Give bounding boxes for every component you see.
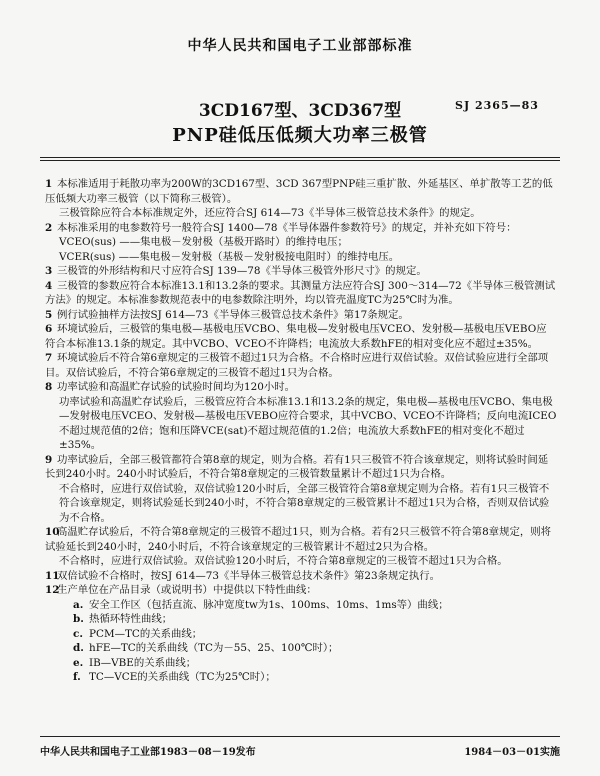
list-text: 安全工作区（包括直流、脉冲宽度tw为1s、100ms、10ms、1ms等）曲线； <box>89 598 449 611</box>
clause-text: 不合格时，应进行双倍试验，双倍试验120小时后，全部三极管符合第8章规定则为合格。若有1只三极管不符合该章规定，则将试验延长到240小时，不符合第8章规定的三极管累计不超过1只为合格，否则双倍试验为不合格。 <box>59 482 550 524</box>
clause-paragraph <box>45 525 557 554</box>
clause-text: 环境试验后不符合第6章规定的三极管不超过1只为合格。不合格时应进行双倍试验。双倍试验应进行全部项目。双倍试验后，不符合第6章规定的三极管不超过1只为合格。 <box>45 352 549 379</box>
document-body <box>45 177 557 685</box>
list-label: b. <box>73 613 84 625</box>
list-text: 热循环特性曲线； <box>89 613 173 625</box>
clause-paragraph <box>45 351 557 380</box>
clause-paragraph <box>45 264 557 279</box>
list-label: d. <box>73 642 84 654</box>
clause-number: 5 <box>45 308 53 321</box>
clause-number: 3 <box>45 265 53 277</box>
top-rule <box>40 157 560 158</box>
clause-paragraph <box>45 250 557 265</box>
clause-number: 7 <box>45 352 53 364</box>
clause-paragraph <box>45 308 557 323</box>
effective-date: 1984－03－01实施 <box>464 747 560 758</box>
clause-paragraph <box>45 395 557 453</box>
clause-number: 8 <box>45 381 53 393</box>
clause-paragraph <box>45 380 557 395</box>
list-label: f. <box>73 671 81 683</box>
clause-text: 例行试验抽样方法按SJ 614—73《半导体三极管总技术条件》第17条规定。 <box>57 308 409 321</box>
clause-text: 本标准适用于耗散功率为200W的3CD167型、3CD 367型PNP硅三重扩散、外延基区、单扩散等工艺的低压低频大功率三极管（以下简称三极管）。 <box>45 178 553 205</box>
clause-text: 三极管的外形结构和尺寸应符合SJ 139—78《半导体三极管外形尺寸》的规定。 <box>57 265 427 277</box>
top-rule-2 <box>40 160 560 161</box>
clause-text: 功率试验和高温贮存试验后，三极管应符合本标准13.1和13.2条的规定，集电极—基极电压VCBO、集电极—发射极电压VCEO、发射极—基极电压VEBO应符合要求，其中VCBO、VCEO不许降档；反向电流ICEO不超过规范值的2倍；饱和压降VCE(sat)不超过规范值的1.2倍；电流放大系数hFE的相对变化不超过±35%。 <box>59 395 557 451</box>
clause-text: 生产单位在产品目录（或说明书）中提供以下特性曲线： <box>57 584 317 596</box>
clause-paragraph <box>45 177 557 206</box>
clause-number: 9 <box>45 453 53 466</box>
list-text: TC—VCE的关系曲线（TC为25℃时）； <box>89 671 276 683</box>
clause-paragraph <box>45 569 557 584</box>
clause-paragraph <box>45 235 557 250</box>
list-label: e. <box>73 656 84 669</box>
bottom-rule <box>40 736 560 737</box>
clause-text: 功率试验后，全部三极管都符合第8章的规定，则为合格。若有1只三极管不符合该章规定，则将试验时间延长到240小时。240小时试验后，不符合第8章规定的三极管数量累计不超过1只为合格。 <box>45 453 549 480</box>
clause-paragraph <box>45 453 557 482</box>
issuer-header: 中华人民共和国电子工业部部标准 <box>187 38 413 54</box>
clause-paragraph <box>45 583 557 598</box>
list-item <box>45 612 557 627</box>
list-text: PCM—TC的关系曲线； <box>89 627 203 640</box>
clause-number: 4 <box>45 279 53 292</box>
title-product: PNP硅低压低频大功率三极管 <box>172 125 428 146</box>
clause-number: 12 <box>45 584 60 596</box>
issue-date: 中华人民共和国电子工业部1983－08－19发布 <box>40 747 256 758</box>
clause-number: 2 <box>45 221 53 234</box>
clause-text: 环境试验后，三极管的集电极—基极电压VCBO、集电极—发射极电压VCEO、发射极—基极电压VEBO应符合本标准13.1条的规定。其中VCBO、VCEO不许降档；电流放大系数hFE的相对变化应不超过±35%。 <box>45 323 547 350</box>
title-models: 3CD167型、3CD367型 <box>198 101 402 121</box>
list-item <box>45 627 557 642</box>
clause-text: 三极管除应符合本标准规定外，还应符合SJ 614—73《半导体三极管总技术条件》的规定。 <box>59 207 481 219</box>
clause-number: 6 <box>45 323 53 335</box>
clause-text: 功率试验和高温贮存试验的试验时间均为120小时。 <box>57 381 296 393</box>
clause-paragraph <box>45 322 557 351</box>
standard-number: SJ 2365—83 <box>455 99 539 112</box>
list-item <box>45 656 557 671</box>
list-item <box>45 641 557 656</box>
clause-number: 10 <box>45 526 60 538</box>
list-text: hFE—TC的关系曲线（TC为－55、25、100℃时）； <box>89 642 339 654</box>
clause-text: 三极管的参数应符合本标准13.1和13.2条的要求。其测量方法应符合SJ 300～314—72《半导体三极管测试方法》的规定。本标准参数规范表中的电参数除注明外，均以管壳温度TC为25℃时为准。 <box>45 279 556 306</box>
clause-text: 不合格时，应进行双倍试验。双倍试验120小时后，不符合第8章规定的三极管不超过1只为合格。 <box>59 555 508 567</box>
clause-paragraph <box>45 554 557 569</box>
clause-text: VCEO(sus) ——集电极－发射极（基极开路时）的维持电压； <box>59 236 348 248</box>
clause-paragraph <box>45 221 557 236</box>
list-item <box>45 598 557 613</box>
clause-number: 1 <box>45 178 53 190</box>
list-label: c. <box>73 627 83 640</box>
clause-text: 高温贮存试验后，不符合第8章规定的三极管不超过1只，则为合格。若有2只三极管不符合第8章规定，则将试验延长到240小时，240小时后，不符合该章规定的三极管累计不超过2只为合格。 <box>45 526 552 553</box>
clause-paragraph <box>45 279 557 308</box>
list-text: IB—VBE的关系曲线； <box>89 656 197 669</box>
clause-paragraph <box>45 482 557 526</box>
clause-text: 双倍试验不合格时，按SJ 614—73《半导体三极管总技术条件》第23条规定执行。 <box>57 569 440 582</box>
list-item <box>45 670 557 685</box>
clause-paragraph <box>45 206 557 221</box>
clause-text: 本标准采用的电参数符号一般符合SJ 1400—78《半导体器件参数符号》的规定，并补充如下符号： <box>57 221 517 234</box>
clause-text: VCER(sus) ——集电极－发射极（基极－发射极接电阻时）的维持电压。 <box>59 250 400 263</box>
clause-number: 11 <box>45 569 60 582</box>
list-label: a. <box>73 598 84 611</box>
